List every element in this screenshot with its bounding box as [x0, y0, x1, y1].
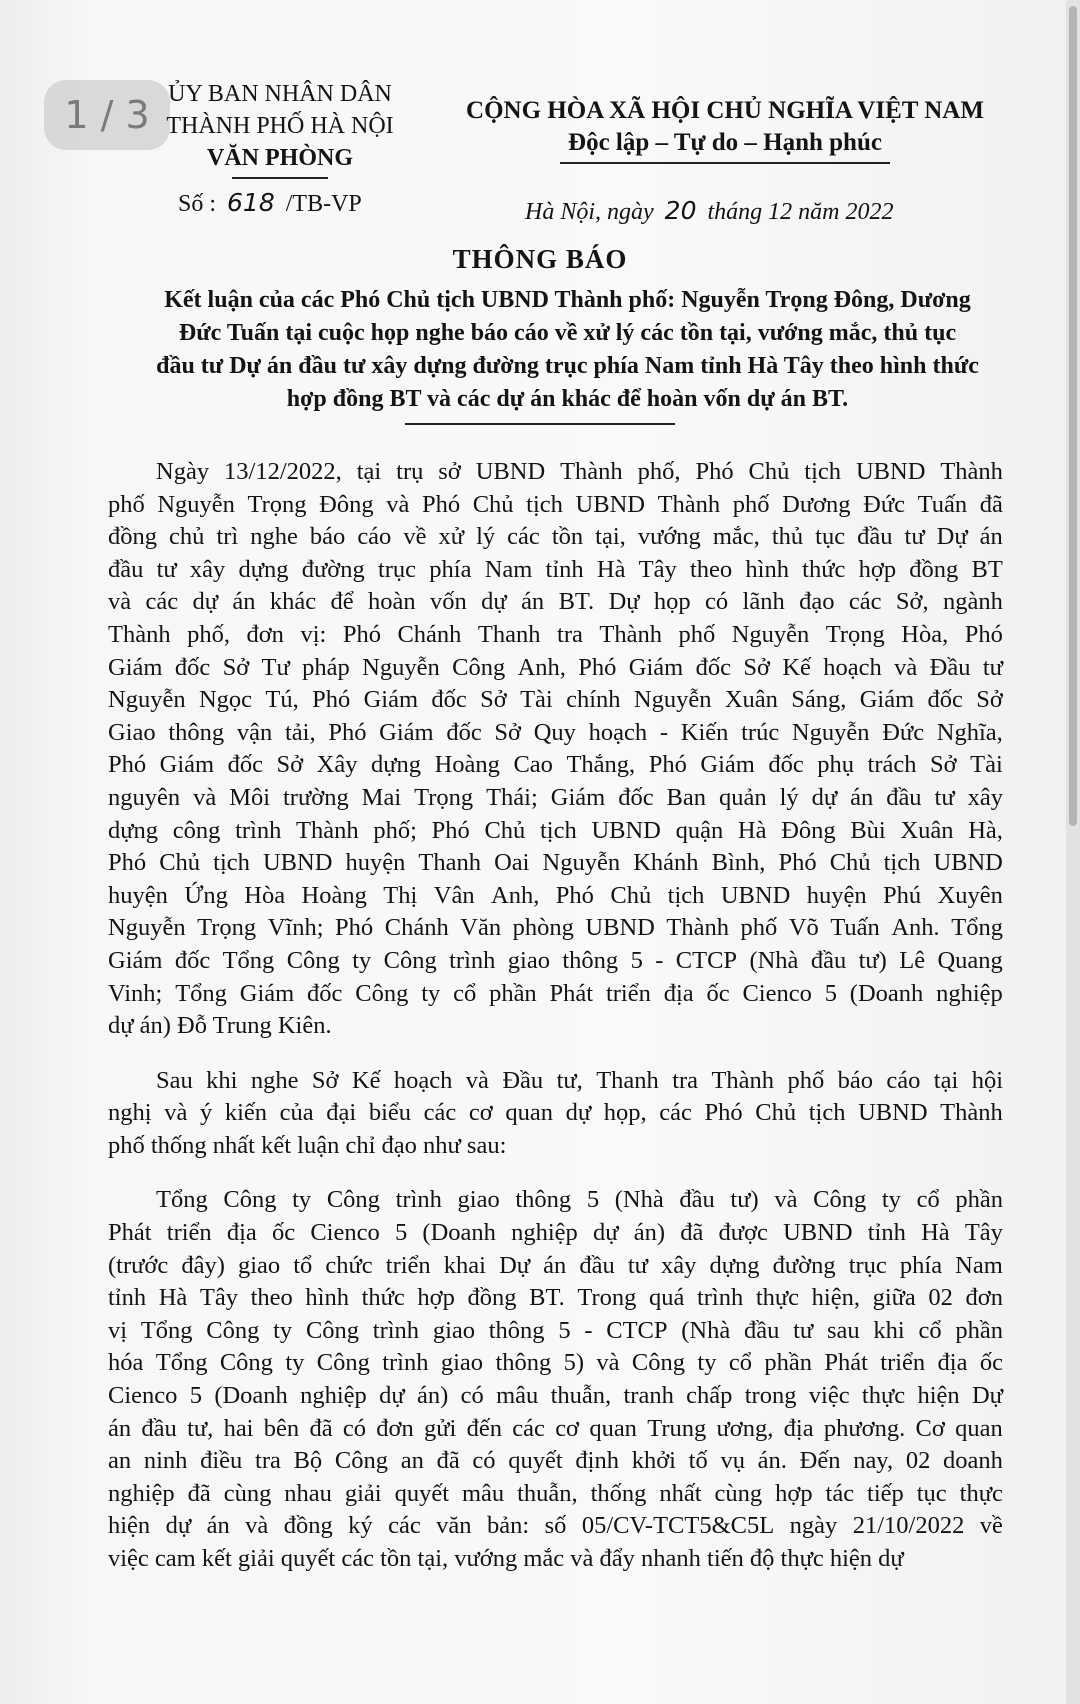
body-line: Nguyễn Trọng Vĩnh; Phó Chánh Văn phòng UBND Thành phố Võ Tuấn Anh. Tổng [108, 914, 1003, 942]
body-line: Thành phố, đơn vị: Phó Chánh Thanh tra Thành phố Nguyễn Trọng Hòa, Phó [108, 620, 1003, 648]
subject-underline [405, 423, 675, 425]
paragraph-gap [108, 1162, 1003, 1184]
body-line: Nguyễn Ngọc Tú, Phó Giám đốc Sở Tài chính Nguyễn Xuân Sáng, Giám đốc Sở [108, 686, 1003, 714]
body-line: phố thống nhất kết luận chỉ đạo như sau: [108, 1131, 507, 1159]
motto-underline [560, 162, 890, 164]
document-body [108, 456, 1003, 1576]
subject-line: Kết luận của các Phó Chủ tịch UBND Thành phố: Nguyễn Trọng Đông, Dương [164, 287, 971, 313]
date-day-handwritten: 20 [664, 196, 697, 225]
body-line: Sau khi nghe Sở Kế hoạch và Đầu tư, Thanh tra Thành phố báo cáo tại hội [156, 1066, 1003, 1094]
body-line: án đầu tư, hai bên đã có đơn gửi đến các cơ quan Trung ương, địa phương. Cơ quan [108, 1414, 1003, 1442]
subject-line: Đức Tuấn tại cuộc họp nghe báo cáo về xử lý các tồn tại, vướng mắc, thủ tục [178, 320, 957, 346]
body-line: Giám đốc Sở Tư pháp Nguyễn Công Anh, Phó Giám đốc Sở Kế hoạch và Đầu tư [108, 653, 1003, 681]
body-line: Phó Giám đốc Sở Xây dựng Hoàng Cao Thắng, Phó Giám đốc phụ trách Sở Tài [108, 751, 1003, 779]
issuing-agency [160, 78, 400, 179]
body-line: hiện dự án và đồng ký các văn bản: số 05/CV-TCT5&C5L ngày 21/10/2022 về [108, 1512, 1003, 1540]
body-line: Ngày 13/12/2022, tại trụ sở UBND Thành phố, Phó Chủ tịch UBND Thành [156, 458, 1003, 485]
national-motto: Độc lập – Tự do – Hạnh phúc [568, 129, 882, 156]
document-title: THÔNG BÁO [452, 244, 628, 274]
document-subject [95, 284, 1040, 416]
national-header [455, 95, 995, 164]
date-suffix: tháng 12 năm 2022 [707, 199, 894, 225]
body-line: tỉnh Hà Tây theo hình thức hợp đồng BT. Trong quá trình thực hiện, giữa 02 đơn [108, 1284, 1003, 1312]
body-line: dựng công trình Thành phố; Phó Chủ tịch UBND quận Hà Đông Bùi Xuân Hà, [108, 816, 1003, 844]
scrollbar-thumb[interactable] [1069, 6, 1077, 826]
body-line: nguyên và Môi trường Mai Trọng Thái; Giám đốc Ban quản lý dự án đầu tư xây [108, 783, 1003, 811]
body-line: Phó Chủ tịch UBND huyện Thanh Oai Nguyễn Khánh Bình, Phó Chủ tịch UBND [108, 849, 1003, 877]
body-line: (trước đây) giao tổ chức triển khai Dự án đầu tư xây dựng đường trục phía Nam [108, 1251, 1003, 1279]
body-line: nghiệp đã cùng nhau giải quyết mâu thuẫn, thống nhất cùng hợp tác tiếp tục thực [108, 1479, 1003, 1507]
body-line: Tổng Công ty Công trình giao thông 5 (Nhà đầu tư) và Công ty cổ phần [156, 1186, 1003, 1214]
body-line: an ninh điều tra Bộ Công an đã có quyết định khởi tố vụ án. Đến nay, 02 doanh [108, 1447, 1003, 1475]
agency-line-3: VĂN PHÒNG [207, 145, 353, 171]
body-line: Cienco 5 (Doanh nghiệp dự án) có mâu thuẫn, tranh chấp trong việc thực hiện Dự [108, 1382, 1003, 1410]
body-line: việc cam kết giải quyết các tồn tại, vướng mắc và đẩy nhanh tiến độ thực hiện dự [108, 1545, 904, 1572]
doc-number-handwritten: 618 [227, 188, 275, 217]
date-prefix: Hà Nội, ngày [525, 199, 654, 225]
agency-line-1: ỦY BAN NHÂN DÂN [168, 81, 392, 107]
body-line: Vinh; Tổng Giám đốc Công ty cổ phần Phát triển địa ốc Cienco 5 (Doanh nghiệp [108, 979, 1003, 1007]
body-line: Giao thông vận tải, Phó Giám đốc Sở Quy hoạch - Kiến trúc Nguyễn Đức Nghĩa, [108, 718, 1003, 746]
paragraph-gap [108, 1043, 1003, 1065]
subject-line: hợp đồng BT và các dự án khác để hoàn vốn dự án BT. [286, 386, 849, 412]
body-line: hóa Tổng Công ty Công trình giao thông 5) và Công ty cổ phần Phát triển địa ốc [108, 1349, 1003, 1377]
body-line: huyện Ứng Hòa Hoàng Thị Vân Anh, Phó Chủ tịch UBND huyện Phú Xuyên [108, 881, 1003, 909]
agency-line-2: THÀNH PHỐ HÀ NỘI [166, 113, 394, 139]
body-line: Giám đốc Tổng Công ty Công trình giao thông 5 - CTCP (Nhà đầu tư) Lê Quang [108, 946, 1003, 974]
page-counter: 1 / 3 [44, 80, 170, 150]
date-line [525, 196, 893, 226]
doc-number-suffix: /TB-VP [285, 191, 362, 217]
agency-underline [232, 177, 328, 179]
body-line: Phát triển địa ốc Cienco 5 (Doanh nghiệp dự án) đã được UBND tỉnh Hà Tây [108, 1219, 1003, 1247]
nation-name: CỘNG HÒA XÃ HỘI CHỦ NGHĨA VIỆT NAM [466, 97, 984, 124]
body-line: đầu tư xây dựng đường trục phía Nam tỉnh Hà Tây theo hình thức hợp đồng BT [108, 555, 1003, 583]
subject-line: đầu tư Dự án đầu tư xây dựng đường trục phía Nam tỉnh Hà Tây theo hình thức [156, 353, 979, 379]
body-line: dự án) Đỗ Trung Kiên. [108, 1012, 332, 1040]
body-line: đồng chủ trì nghe báo cáo về xử lý các tồn tại, vướng mắc, thủ tục đầu tư Dự án [108, 523, 1003, 551]
document-number [178, 188, 362, 218]
doc-number-prefix: Số : [178, 191, 217, 217]
body-line: phố Nguyễn Trọng Đông và Phó Chủ tịch UBND Thành phố Dương Đức Tuấn đã [108, 490, 1003, 518]
body-line: nghị và ý kiến của đại biểu các cơ quan dự họp, các Phó Chủ tịch UBND Thành [108, 1099, 1003, 1127]
body-line: và các dự án khác để hoàn vốn dự án BT. Dự họp có lãnh đạo các Sở, ngành [108, 588, 1003, 616]
body-line: vị Tổng Công ty Công trình giao thông 5 - CTCP (Nhà đầu tư sau khi cổ phần [108, 1316, 1003, 1344]
